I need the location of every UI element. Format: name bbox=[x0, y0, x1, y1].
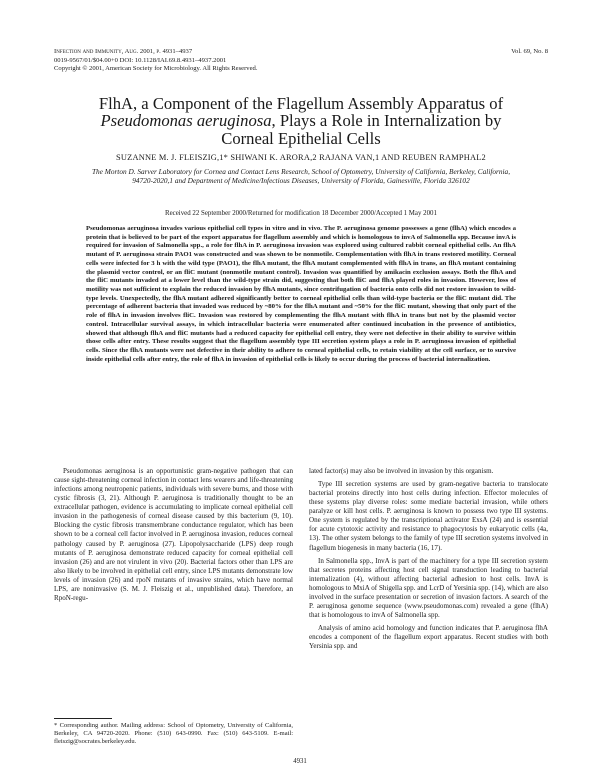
body-column-right bbox=[309, 467, 548, 651]
journal-citation: Infection and Immunity, Aug. 2001, p. 4931–4937 bbox=[54, 48, 193, 55]
author-list: SUZANNE M. J. FLEISZIG,1* SHIWANI K. ARORA,2 RAJANA VAN,1 AND REUBEN RAMPHAL2 bbox=[116, 153, 486, 162]
volume-number: Vol. 69, No. 8 bbox=[511, 48, 548, 55]
article-title bbox=[54, 95, 548, 147]
body-paragraph: lated factor(s) may also be involved in invasion by this organism. bbox=[309, 467, 494, 475]
author-affiliations: The Morton D. Sarver Laboratory for Cornea and Contact Lens Research, School of Optometry, University of California, Berkeley, California, 94720-2020,1 and Department of Medicine/Infectious Diseases, University of Florida, Gainesville, Florida 326102 bbox=[91, 167, 511, 186]
title-line-1: FlhA, a Component of the Flagellum Assembly Apparatus of bbox=[98, 94, 504, 113]
intro-paragraph-1: Pseudomonas aeruginosa is an opportunistic gram-negative pathogen that can cause sight-threatening corneal infection in contact lens wearers and life-threatening infections among neutropenic patients, individuals with severe burns, and those with cystic fibrosis (3, 21). Although P. aeruginosa is traditionally thought to be an extracellular pathogen, evidence is accumulating to implicate corneal epithelial cell invasion in the pathogenesis of corneal disease caused by this bacterium (9, 10). Blocking the cystic fibrosis transmembrane conductance regulator, which has been shown to be a corneal cell factor involved in P. aeruginosa invasion, reduces corneal pathology caused by P. aeruginosa (27). Lipopolysaccharide (LPS) deep rough mutants of P. aeruginosa demonstrate reduced capacity for corneal epithelial cell invasion (26) and are not virulent in vivo (20). Bacterial factors other than LPS are also likely to be involved in epithelial cell entry, since LPS mutants demonstrate low levels of invasion (26) and rpoN mutants of invasive strains, which have normal LPS, are noninvasive (S. M. J. Fleiszig et al., unpublished data). Therefore, an RpoN-regu- bbox=[54, 467, 293, 602]
body-column-left bbox=[54, 467, 293, 603]
page-number: 4931 bbox=[293, 758, 307, 765]
title-species: Pseudomonas aeruginosa bbox=[100, 111, 272, 131]
body-paragraph: Analysis of amino acid homology and function indicates that P. aeruginosa flhA encodes a component of the flagellum export apparatus. Recent studies with both Yersinia spp. and bbox=[309, 624, 548, 651]
received-dates: Received 22 September 2000/Returned for modification 18 December 2000/Accepted 1 May 2001 bbox=[165, 210, 437, 217]
corresponding-author-footnote: * Corresponding author. Mailing address: School of Optometry, University of California, Berkeley, CA 94720-2020. Phone: (510) 643-0990. Fax: (510) 643-5109. E-mail: fleiszig@socrates.berkeley.edu. bbox=[54, 722, 293, 746]
issn-doi: 0019-9567/01/$04.00+0 DOI: 10.1128/IAI.69.8.4931–4937.2001 bbox=[54, 56, 227, 64]
footnote-divider bbox=[54, 718, 112, 719]
copyright-line: Copyright © 2001, American Society for Microbiology. All Rights Reserved. bbox=[54, 65, 258, 73]
title-line-2 bbox=[54, 112, 548, 129]
title-line-3: Corneal Epithelial Cells bbox=[221, 128, 381, 148]
body-paragraph: Type III secretion systems are used by gram-negative bacteria to translocate bacterial proteins directly into host cells during infection. Effector molecules of these systems play diverse roles: some mediate bacterial invasion, while others paralyze or kill host cells. P. aeruginosa is known to possess two type III systems. One system is regulated by the transcriptional activator ExsA (24) and is essential for acute cytotoxic activity and resistance to phagocytosis by eukaryotic cells (4a, 13). The other system belongs to the family of type III secretion systems involved in flagellum biogenesis in many bacteria (16, 17). bbox=[309, 480, 548, 552]
body-paragraph: In Salmonella spp., InvA is part of the machinery for a type III secretion system that secretes proteins affecting host cell signal transduction leading to bacterial internalization (4), without affecting bacterial adhesion to host cells. InvA is homologous to MxiA of Shigella spp. and LcrD of Yersinia spp. (14), which are also involved in the surface presentation or secretion of invasion factors. A search of the P. aeruginosa genome sequence (www.pseudomonas.com) revealed a gene (flhA) that is homologous to invA of Salmonella spp. bbox=[309, 556, 548, 619]
abstract: Pseudomonas aeruginosa invades various epithelial cell types in vitro and in vivo. The P. aeruginosa genome possesses a gene (flhA) which encodes a protein that is believed to be part of the export apparatus for flagellum assembly and which is homologous to invA of Salmonella spp. Because invA is required for invasion of Salmonella spp., a role for flhA in P. aeruginosa invasion was explored using cultured rabbit corneal epithelial cells. An flhA mutant of P. aeruginosa strain PAO1 was constructed and was shown to be nonmotile. Complementation with flhA in trans restored motility. Corneal cells were infected for 3 h with the wild type (PAO1), the flhA mutant, the flhA mutant complemented with flhA in trans, an flhA mutant containing the plasmid vector control, or an fliC mutant (nonmotile mutant control). Invasion was quantified by amikacin exclusion assays. Both the flhA and the fliC mutants invaded at a lower level than the wild-type strain did, suggesting that both fliC and flhA played roles in invasion. However, loss of motility was not sufficient to explain the reduced invasion by flhA mutants, since centrifugation of bacteria onto cells did not restore invasion to wild-type levels. Unexpectedly, the flhA mutant adhered significantly better to corneal epithelial cells than wild-type bacteria or the fliC mutant did. The percentage of adherent bacteria that invaded was reduced by ~80% for the flhA mutant and ~50% for the fliC mutant, showing that only part of the role of flhA in invasion involves fliC. Invasion was restored by complementing the flhA mutant with flhA in trans but not by the plasmid vector control. Intracellular survival assays, in which intracellular bacteria were enumerated after continued incubation in the presence of antibiotics, showed that although flhA and fliC mutants had a reduced capacity for epithelial cell entry, they were not defective in their ability to survive within those cells after entry. These results suggest that the flagellum assembly type III secretion system plays a role in P. aeruginosa invasion of epithelial cells. Since the flhA mutants were not defective in their ability to adhere to corneal epithelial cells, to retain viability at the cell surface, or to survive inside epithelial cells after entry, the role of flhA in invasion of epithelial cells is likely to occur during the process of bacterial internalization. bbox=[86, 225, 516, 363]
header-left bbox=[54, 48, 434, 74]
title-line-2-rest: , Plays a Role in Internalization by bbox=[271, 111, 502, 131]
